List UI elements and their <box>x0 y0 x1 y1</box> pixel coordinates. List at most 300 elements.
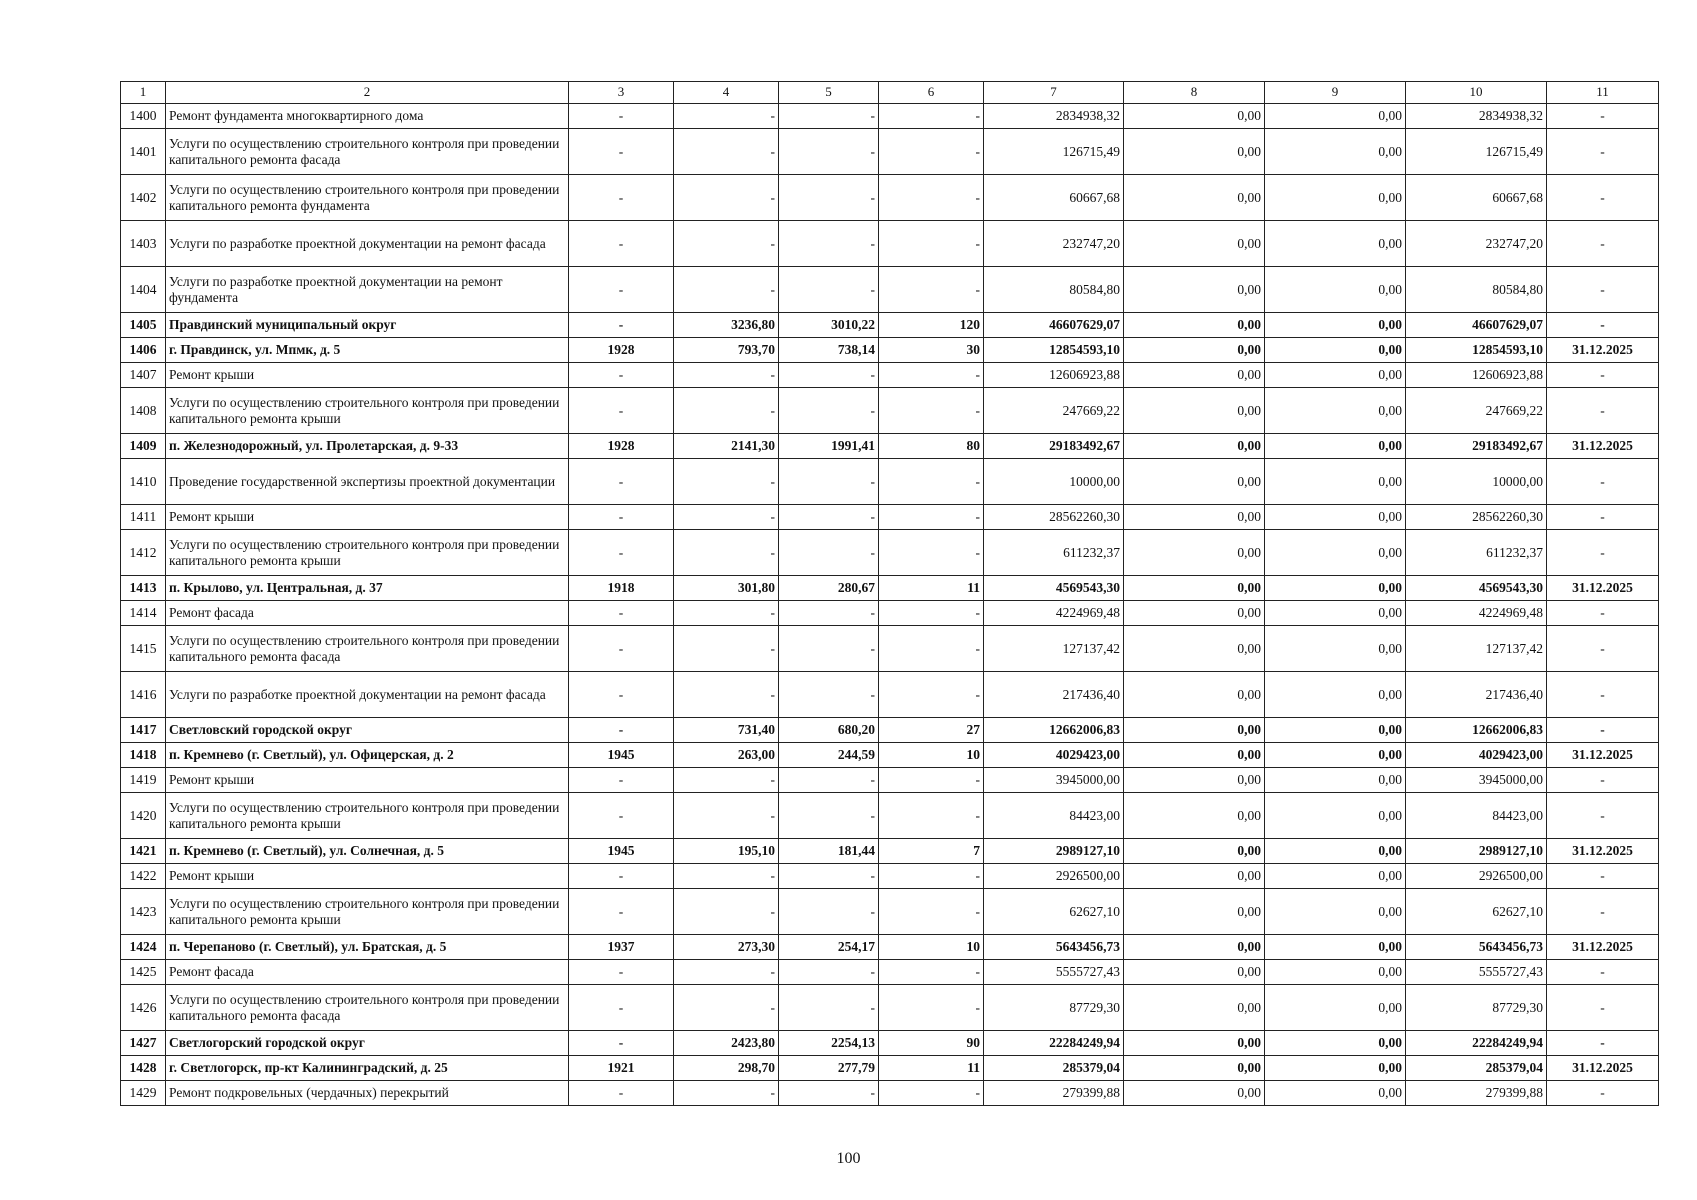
col6-cell: - <box>879 793 984 839</box>
row-number: 1426 <box>121 985 166 1031</box>
total-cost-cell: 46607629,07 <box>984 313 1124 338</box>
col4-cell: - <box>674 793 779 839</box>
col6-cell: 120 <box>879 313 984 338</box>
col8-cell: 0,00 <box>1124 459 1265 505</box>
col9-cell: 0,00 <box>1265 338 1406 363</box>
table-row <box>121 960 1659 985</box>
col10-cell: 4029423,00 <box>1406 743 1547 768</box>
item-name: Светлогорский городской округ <box>166 1031 569 1056</box>
col5-cell: 2254,13 <box>779 1031 879 1056</box>
col10-cell: 5555727,43 <box>1406 960 1547 985</box>
table-row <box>121 313 1659 338</box>
col8-cell: 0,00 <box>1124 793 1265 839</box>
col9-cell: 0,00 <box>1265 530 1406 576</box>
col9-cell: 0,00 <box>1265 793 1406 839</box>
table-row <box>121 1031 1659 1056</box>
table-row <box>121 839 1659 864</box>
col10-cell: 4224969,48 <box>1406 601 1547 626</box>
col5-cell: - <box>779 1081 879 1106</box>
column-header-2: 2 <box>166 82 569 104</box>
page-number: 100 <box>836 1150 861 1167</box>
col8-cell: 0,00 <box>1124 129 1265 175</box>
table-row <box>121 434 1659 459</box>
row-number: 1422 <box>121 864 166 889</box>
col6-cell: - <box>879 626 984 672</box>
col10-cell: 247669,22 <box>1406 388 1547 434</box>
col4-cell: 2141,30 <box>674 434 779 459</box>
item-name: Услуги по осуществлению строительного контроля при проведении капитального ремонта крыши <box>166 530 569 576</box>
deadline-cell: - <box>1547 793 1659 839</box>
col10-cell: 87729,30 <box>1406 985 1547 1031</box>
row-number: 1418 <box>121 743 166 768</box>
table-row <box>121 743 1659 768</box>
table-row <box>121 576 1659 601</box>
col8-cell: 0,00 <box>1124 626 1265 672</box>
year-cell: 1937 <box>569 935 674 960</box>
col9-cell: 0,00 <box>1265 985 1406 1031</box>
col8-cell: 0,00 <box>1124 889 1265 935</box>
deadline-cell: - <box>1547 221 1659 267</box>
deadline-cell: - <box>1547 626 1659 672</box>
col6-cell: - <box>879 388 984 434</box>
row-number: 1401 <box>121 129 166 175</box>
year-cell: - <box>569 104 674 129</box>
deadline-cell: - <box>1547 459 1659 505</box>
table-row <box>121 175 1659 221</box>
col4-cell: 301,80 <box>674 576 779 601</box>
column-header-6: 6 <box>879 82 984 104</box>
item-name: п. Железнодорожный, ул. Пролетарская, д. 9-33 <box>166 434 569 459</box>
col6-cell: 90 <box>879 1031 984 1056</box>
row-number: 1402 <box>121 175 166 221</box>
col9-cell: 0,00 <box>1265 459 1406 505</box>
col6-cell: - <box>879 864 984 889</box>
total-cost-cell: 127137,42 <box>984 626 1124 672</box>
col10-cell: 84423,00 <box>1406 793 1547 839</box>
col6-cell: - <box>879 129 984 175</box>
col10-cell: 12854593,10 <box>1406 338 1547 363</box>
table-row <box>121 718 1659 743</box>
deadline-cell: - <box>1547 175 1659 221</box>
col5-cell: - <box>779 672 879 718</box>
col9-cell: 0,00 <box>1265 935 1406 960</box>
row-number: 1416 <box>121 672 166 718</box>
col5-cell: - <box>779 601 879 626</box>
column-header-3: 3 <box>569 82 674 104</box>
col6-cell: - <box>879 889 984 935</box>
col6-cell: 7 <box>879 839 984 864</box>
col5-cell: - <box>779 960 879 985</box>
col6-cell: 11 <box>879 1056 984 1081</box>
deadline-cell: 31.12.2025 <box>1547 839 1659 864</box>
col9-cell: 0,00 <box>1265 388 1406 434</box>
total-cost-cell: 232747,20 <box>984 221 1124 267</box>
row-number: 1429 <box>121 1081 166 1106</box>
col8-cell: 0,00 <box>1124 434 1265 459</box>
col8-cell: 0,00 <box>1124 1056 1265 1081</box>
year-cell: - <box>569 530 674 576</box>
col4-cell: - <box>674 505 779 530</box>
col4-cell: - <box>674 985 779 1031</box>
col4-cell: 273,30 <box>674 935 779 960</box>
col10-cell: 2989127,10 <box>1406 839 1547 864</box>
table-body <box>121 82 1659 1106</box>
item-name: Ремонт крыши <box>166 363 569 388</box>
total-cost-cell: 4569543,30 <box>984 576 1124 601</box>
total-cost-cell: 247669,22 <box>984 388 1124 434</box>
col4-cell: - <box>674 889 779 935</box>
item-name: п. Черепаново (г. Светлый), ул. Братская, д. 5 <box>166 935 569 960</box>
col4-cell: 793,70 <box>674 338 779 363</box>
deadline-cell: - <box>1547 267 1659 313</box>
col4-cell: - <box>674 768 779 793</box>
col6-cell: 10 <box>879 743 984 768</box>
total-cost-cell: 5555727,43 <box>984 960 1124 985</box>
col10-cell: 2834938,32 <box>1406 104 1547 129</box>
col4-cell: - <box>674 221 779 267</box>
col9-cell: 0,00 <box>1265 1081 1406 1106</box>
column-header-11: 11 <box>1547 82 1659 104</box>
row-number: 1403 <box>121 221 166 267</box>
col6-cell: - <box>879 1081 984 1106</box>
col9-cell: 0,00 <box>1265 768 1406 793</box>
deadline-cell: 31.12.2025 <box>1547 1056 1659 1081</box>
col9-cell: 0,00 <box>1265 864 1406 889</box>
deadline-cell: - <box>1547 388 1659 434</box>
col9-cell: 0,00 <box>1265 434 1406 459</box>
row-number: 1405 <box>121 313 166 338</box>
year-cell: - <box>569 626 674 672</box>
table-row <box>121 768 1659 793</box>
year-cell: - <box>569 363 674 388</box>
total-cost-cell: 217436,40 <box>984 672 1124 718</box>
deadline-cell: - <box>1547 313 1659 338</box>
table-row <box>121 338 1659 363</box>
col10-cell: 232747,20 <box>1406 221 1547 267</box>
repair-register-table <box>120 81 1659 1106</box>
col5-cell: - <box>779 175 879 221</box>
col5-cell: 1991,41 <box>779 434 879 459</box>
table-row <box>121 363 1659 388</box>
col9-cell: 0,00 <box>1265 1056 1406 1081</box>
col4-cell: - <box>674 175 779 221</box>
row-number: 1419 <box>121 768 166 793</box>
item-name: Ремонт подкровельных (чердачных) перекрытий <box>166 1081 569 1106</box>
col9-cell: 0,00 <box>1265 1031 1406 1056</box>
col9-cell: 0,00 <box>1265 889 1406 935</box>
col5-cell: 254,17 <box>779 935 879 960</box>
table-row <box>121 1056 1659 1081</box>
document-sheet <box>120 81 1658 1106</box>
item-name: Ремонт фасада <box>166 601 569 626</box>
total-cost-cell: 2926500,00 <box>984 864 1124 889</box>
col8-cell: 0,00 <box>1124 338 1265 363</box>
deadline-cell: - <box>1547 129 1659 175</box>
year-cell: - <box>569 601 674 626</box>
col8-cell: 0,00 <box>1124 985 1265 1031</box>
col5-cell: - <box>779 889 879 935</box>
col8-cell: 0,00 <box>1124 388 1265 434</box>
col10-cell: 46607629,07 <box>1406 313 1547 338</box>
col4-cell: - <box>674 672 779 718</box>
col10-cell: 126715,49 <box>1406 129 1547 175</box>
item-name: Услуги по осуществлению строительного контроля при проведении капитального ремонта фасада <box>166 129 569 175</box>
col5-cell: 738,14 <box>779 338 879 363</box>
col4-cell: - <box>674 363 779 388</box>
item-name: г. Правдинск, ул. Мпмк, д. 5 <box>166 338 569 363</box>
row-number: 1421 <box>121 839 166 864</box>
year-cell: 1945 <box>569 743 674 768</box>
column-header-10: 10 <box>1406 82 1547 104</box>
col4-cell: - <box>674 530 779 576</box>
column-header-7: 7 <box>984 82 1124 104</box>
deadline-cell: - <box>1547 889 1659 935</box>
table-row <box>121 129 1659 175</box>
col6-cell: - <box>879 505 984 530</box>
row-number: 1413 <box>121 576 166 601</box>
row-number: 1424 <box>121 935 166 960</box>
table-row <box>121 672 1659 718</box>
row-number: 1427 <box>121 1031 166 1056</box>
row-number: 1423 <box>121 889 166 935</box>
item-name: п. Крылово, ул. Центральная, д. 37 <box>166 576 569 601</box>
col8-cell: 0,00 <box>1124 768 1265 793</box>
col4-cell: - <box>674 1081 779 1106</box>
col10-cell: 3945000,00 <box>1406 768 1547 793</box>
total-cost-cell: 29183492,67 <box>984 434 1124 459</box>
item-name: Услуги по разработке проектной документации на ремонт фасада <box>166 221 569 267</box>
item-name: Ремонт фундамента многоквартирного дома <box>166 104 569 129</box>
total-cost-cell: 4224969,48 <box>984 601 1124 626</box>
table-row <box>121 1081 1659 1106</box>
total-cost-cell: 4029423,00 <box>984 743 1124 768</box>
col6-cell: 11 <box>879 576 984 601</box>
item-name: Светловский городской округ <box>166 718 569 743</box>
col8-cell: 0,00 <box>1124 313 1265 338</box>
year-cell: - <box>569 175 674 221</box>
col4-cell: - <box>674 960 779 985</box>
year-cell: - <box>569 718 674 743</box>
col8-cell: 0,00 <box>1124 718 1265 743</box>
col8-cell: 0,00 <box>1124 1031 1265 1056</box>
deadline-cell: - <box>1547 104 1659 129</box>
col5-cell: 181,44 <box>779 839 879 864</box>
total-cost-cell: 28562260,30 <box>984 505 1124 530</box>
col6-cell: - <box>879 221 984 267</box>
col8-cell: 0,00 <box>1124 935 1265 960</box>
col6-cell: - <box>879 985 984 1031</box>
col10-cell: 10000,00 <box>1406 459 1547 505</box>
total-cost-cell: 12606923,88 <box>984 363 1124 388</box>
col9-cell: 0,00 <box>1265 267 1406 313</box>
item-name: Услуги по осуществлению строительного контроля при проведении капитального ремонта крыши <box>166 889 569 935</box>
col4-cell: 298,70 <box>674 1056 779 1081</box>
total-cost-cell: 5643456,73 <box>984 935 1124 960</box>
row-number: 1428 <box>121 1056 166 1081</box>
col10-cell: 217436,40 <box>1406 672 1547 718</box>
col4-cell: 731,40 <box>674 718 779 743</box>
item-name: Ремонт крыши <box>166 864 569 889</box>
year-cell: - <box>569 889 674 935</box>
col4-cell: - <box>674 601 779 626</box>
row-number: 1411 <box>121 505 166 530</box>
table-row <box>121 864 1659 889</box>
col4-cell: - <box>674 388 779 434</box>
year-cell: - <box>569 1081 674 1106</box>
row-number: 1414 <box>121 601 166 626</box>
col8-cell: 0,00 <box>1124 672 1265 718</box>
col5-cell: - <box>779 221 879 267</box>
col10-cell: 4569543,30 <box>1406 576 1547 601</box>
col9-cell: 0,00 <box>1265 743 1406 768</box>
col10-cell: 80584,80 <box>1406 267 1547 313</box>
total-cost-cell: 3945000,00 <box>984 768 1124 793</box>
table-row <box>121 889 1659 935</box>
col9-cell: 0,00 <box>1265 505 1406 530</box>
item-name: Услуги по осуществлению строительного контроля при проведении капитального ремонта фасада <box>166 985 569 1031</box>
col8-cell: 0,00 <box>1124 221 1265 267</box>
total-cost-cell: 84423,00 <box>984 793 1124 839</box>
total-cost-cell: 22284249,94 <box>984 1031 1124 1056</box>
row-number: 1420 <box>121 793 166 839</box>
total-cost-cell: 87729,30 <box>984 985 1124 1031</box>
col5-cell: 280,67 <box>779 576 879 601</box>
total-cost-cell: 2989127,10 <box>984 839 1124 864</box>
year-cell: 1921 <box>569 1056 674 1081</box>
row-number: 1400 <box>121 104 166 129</box>
deadline-cell: - <box>1547 601 1659 626</box>
total-cost-cell: 285379,04 <box>984 1056 1124 1081</box>
col10-cell: 60667,68 <box>1406 175 1547 221</box>
deadline-cell: - <box>1547 864 1659 889</box>
col10-cell: 12662006,83 <box>1406 718 1547 743</box>
col10-cell: 28562260,30 <box>1406 505 1547 530</box>
item-name: Ремонт фасада <box>166 960 569 985</box>
col9-cell: 0,00 <box>1265 313 1406 338</box>
col5-cell: - <box>779 864 879 889</box>
deadline-cell: 31.12.2025 <box>1547 576 1659 601</box>
col10-cell: 12606923,88 <box>1406 363 1547 388</box>
deadline-cell: - <box>1547 505 1659 530</box>
table-row <box>121 221 1659 267</box>
total-cost-cell: 62627,10 <box>984 889 1124 935</box>
col6-cell: 30 <box>879 338 984 363</box>
year-cell: 1928 <box>569 338 674 363</box>
total-cost-cell: 2834938,32 <box>984 104 1124 129</box>
col5-cell: - <box>779 530 879 576</box>
total-cost-cell: 279399,88 <box>984 1081 1124 1106</box>
col5-cell: 3010,22 <box>779 313 879 338</box>
col8-cell: 0,00 <box>1124 864 1265 889</box>
col5-cell: - <box>779 505 879 530</box>
row-number: 1415 <box>121 626 166 672</box>
col5-cell: 277,79 <box>779 1056 879 1081</box>
col10-cell: 62627,10 <box>1406 889 1547 935</box>
item-name: Проведение государственной экспертизы проектной документации <box>166 459 569 505</box>
col5-cell: - <box>779 768 879 793</box>
deadline-cell: - <box>1547 985 1659 1031</box>
row-number: 1406 <box>121 338 166 363</box>
col10-cell: 279399,88 <box>1406 1081 1547 1106</box>
col8-cell: 0,00 <box>1124 576 1265 601</box>
col6-cell: 27 <box>879 718 984 743</box>
column-header-8: 8 <box>1124 82 1265 104</box>
deadline-cell: - <box>1547 718 1659 743</box>
col6-cell: - <box>879 175 984 221</box>
item-name: Услуги по осуществлению строительного контроля при проведении капитального ремонта крыши <box>166 793 569 839</box>
col4-cell: - <box>674 459 779 505</box>
item-name: п. Кремнево (г. Светлый), ул. Офицерская, д. 2 <box>166 743 569 768</box>
table-row <box>121 104 1659 129</box>
column-header-5: 5 <box>779 82 879 104</box>
row-number: 1408 <box>121 388 166 434</box>
col10-cell: 29183492,67 <box>1406 434 1547 459</box>
col6-cell: - <box>879 363 984 388</box>
col10-cell: 285379,04 <box>1406 1056 1547 1081</box>
year-cell: - <box>569 221 674 267</box>
col6-cell: 80 <box>879 434 984 459</box>
col6-cell: - <box>879 459 984 505</box>
deadline-cell: - <box>1547 960 1659 985</box>
col4-cell: - <box>674 267 779 313</box>
year-cell: - <box>569 793 674 839</box>
deadline-cell: 31.12.2025 <box>1547 935 1659 960</box>
col5-cell: - <box>779 363 879 388</box>
col6-cell: - <box>879 530 984 576</box>
total-cost-cell: 10000,00 <box>984 459 1124 505</box>
item-name: п. Кремнево (г. Светлый), ул. Солнечная, д. 5 <box>166 839 569 864</box>
row-number: 1410 <box>121 459 166 505</box>
col8-cell: 0,00 <box>1124 505 1265 530</box>
col5-cell: - <box>779 985 879 1031</box>
total-cost-cell: 80584,80 <box>984 267 1124 313</box>
col8-cell: 0,00 <box>1124 267 1265 313</box>
total-cost-cell: 12662006,83 <box>984 718 1124 743</box>
deadline-cell: - <box>1547 1031 1659 1056</box>
col5-cell: 680,20 <box>779 718 879 743</box>
table-row <box>121 459 1659 505</box>
item-name: Ремонт крыши <box>166 768 569 793</box>
col10-cell: 127137,42 <box>1406 626 1547 672</box>
col4-cell: 263,00 <box>674 743 779 768</box>
col9-cell: 0,00 <box>1265 104 1406 129</box>
total-cost-cell: 12854593,10 <box>984 338 1124 363</box>
col5-cell: 244,59 <box>779 743 879 768</box>
col5-cell: - <box>779 793 879 839</box>
year-cell: - <box>569 505 674 530</box>
item-name: Услуги по осуществлению строительного контроля при проведении капитального ремонта крыши <box>166 388 569 434</box>
col9-cell: 0,00 <box>1265 601 1406 626</box>
year-cell: - <box>569 313 674 338</box>
total-cost-cell: 60667,68 <box>984 175 1124 221</box>
col6-cell: 10 <box>879 935 984 960</box>
col4-cell: 2423,80 <box>674 1031 779 1056</box>
col5-cell: - <box>779 267 879 313</box>
item-name: Правдинский муниципальный округ <box>166 313 569 338</box>
table-row <box>121 601 1659 626</box>
table-row <box>121 985 1659 1031</box>
deadline-cell: - <box>1547 363 1659 388</box>
col8-cell: 0,00 <box>1124 743 1265 768</box>
col8-cell: 0,00 <box>1124 363 1265 388</box>
col5-cell: - <box>779 388 879 434</box>
col4-cell: 3236,80 <box>674 313 779 338</box>
col4-cell: - <box>674 104 779 129</box>
col5-cell: - <box>779 626 879 672</box>
table-row <box>121 267 1659 313</box>
year-cell: - <box>569 459 674 505</box>
total-cost-cell: 611232,37 <box>984 530 1124 576</box>
